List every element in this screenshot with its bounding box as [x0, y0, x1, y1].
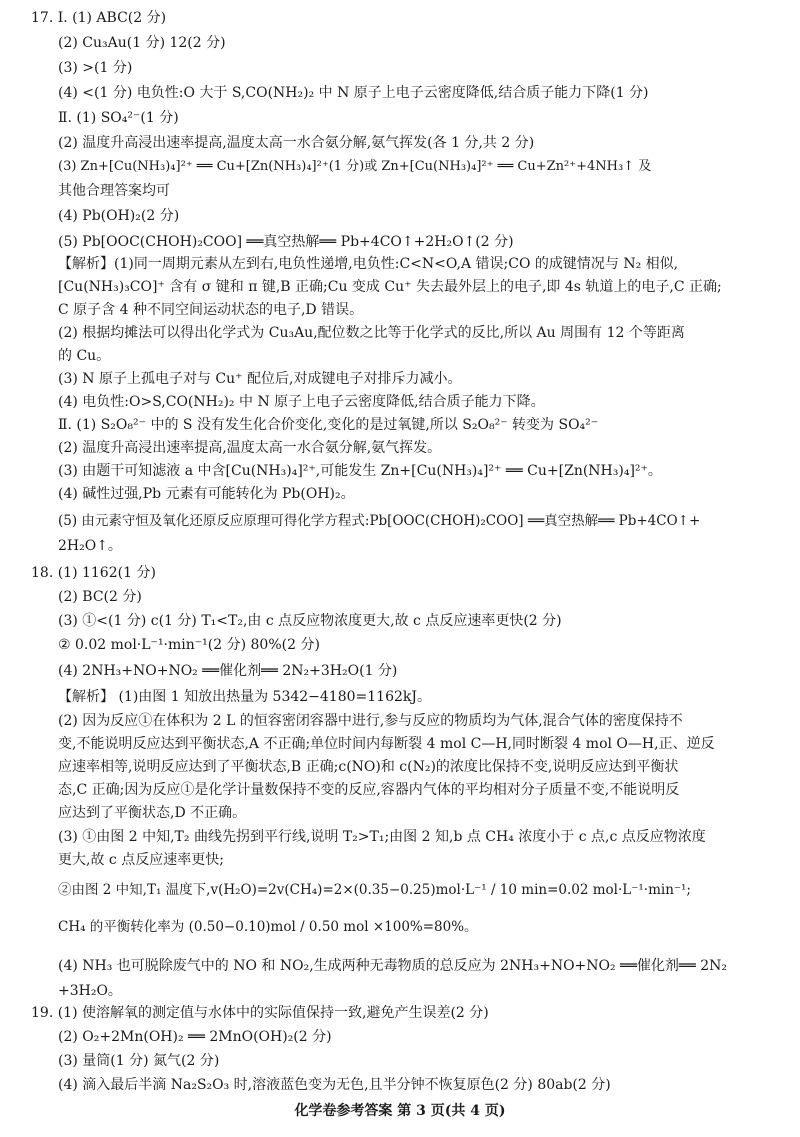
- q17-analysis-line: [Cu(NH₃)₃CO]⁺ 含有 σ 键和 π 键,B 正确;Cu 变成 Cu⁺ 失去最外层上的电子,即 4s 轨道上的电子,C 正确;: [58, 279, 722, 295]
- q17-2-3-answer: (3) Zn+[Cu(NH₃)₄]²⁺ ══ Cu+[Zn(NH₃)₄]²⁺(1 分)或 Zn+[Cu(NH₃)₄]²⁺ ══ Cu+Zn²⁺+4NH₃↑ 及: [58, 159, 652, 174]
- q17-analysis-line: 的 Cu。: [58, 348, 111, 364]
- q17-2-3-answer-cont: 其他合理答案均可: [58, 183, 170, 199]
- q17-1-3-answer: (3) >(1 分): [58, 60, 133, 76]
- q17-analysis-line: C 原子含 4 种不同空间运动状态的电子,D 错误。: [58, 302, 364, 318]
- page-footer: 化学卷参考答案 第 3 页(共 4 页): [294, 1103, 506, 1119]
- q18-header-line: 18. (1) 1162(1 分): [31, 565, 156, 581]
- q18-analysis-line: 更大,故 c 点反应速率更快;: [58, 852, 224, 868]
- q18-analysis-line: 应速率相等,说明反应达到了平衡状态,B 正确;c(NO)和 c(N₂)的浓度比保持不变,说明反应达到平衡状: [58, 759, 679, 775]
- q19-header-line: 19. (1) 使溶解氧的测定值与水体中的实际值保持一致,避免产生误差(2 分): [31, 1005, 489, 1021]
- q18-analysis-formula: ②由图 2 中知,T₁ 温度下,v(H₂O)=2v(CH₄)=2×(0.35−0.25)mol·L⁻¹ / 10 min=0.02 mol·L⁻¹·min⁻¹;: [58, 882, 691, 898]
- q19-4-answer: (4) 滴入最后半滴 Na₂S₂O₃ 时,溶液蓝色变为无色,且半分钟不恢复原色(2 分) 80ab(2 分): [58, 1077, 611, 1093]
- q17-1-4-answer: (4) <(1 分) 电负性:O 大于 S,CO(NH₂)₂ 中 N 原子上电子云密度降低,结合质子能力下降(1 分): [58, 85, 649, 101]
- q18-analysis-line: (3) ①由图 2 中知,T₂ 曲线先拐到平行线,说明 T₂>T₁;由图 2 知,b 点 CH₄ 浓度小于 c 点,c 点反应物浓度: [58, 829, 706, 845]
- q18-analysis-line: 应达到了平衡状态,D 不正确。: [58, 805, 247, 821]
- q17-2-5-answer: (5) Pb[OOC(CHOH)₂COO] ══真空热解══ Pb+4CO↑+2H₂O↑(2 分): [58, 234, 514, 250]
- q17-analysis-line: (3) N 原子上孤电子对与 Cu⁺ 配位后,对成键电子对排斥力减小。: [58, 371, 462, 387]
- q17-analysis-line: 【解析】(1)同一周期元素从左到右,电负性递增,电负性:C<N<O,A 错误;CO 的成键情况与 N₂ 相似,: [58, 256, 679, 272]
- q17-analysis-line: (2) 温度升高浸出速率提高,温度太高一水合氨分解,氨气挥发。: [58, 440, 442, 456]
- q18-2-answer: (2) BC(2 分): [58, 589, 142, 605]
- q17-2-1-answer: Ⅱ. (1) SO₄²⁻(1 分): [58, 110, 179, 126]
- q17-analysis-line: (5) 由元素守恒及氧化还原反应原理可得化学方程式:Pb[OOC(CHOH)₂COO] ══真空热解══ Pb+4CO↑+: [58, 513, 701, 529]
- q17-header-line: 17. Ⅰ. (1) ABC(2 分): [31, 10, 167, 26]
- q19-2-answer: (2) O₂+2Mn(OH)₂ ══ 2MnO(OH)₂(2 分): [58, 1029, 332, 1045]
- q18-analysis-line: 态,C 正确;因为反应①是化学计量数保持不变的反应,容器内气体的平均相对分子质量不变,不能说明反: [58, 782, 680, 798]
- q17-analysis-line: (2) 根据均摊法可以得出化学式为 Cu₃Au,配位数之比等于化学式的反比,所以 Au 周围有 12 个等距离: [58, 325, 685, 341]
- q18-analysis-line: (2) 因为反应①在体积为 2 L 的恒容密闭容器中进行,参与反应的物质均为气体,混合气体的密度保持不: [58, 713, 683, 729]
- q17-1-2-answer: (2) Cu₃Au(1 分) 12(2 分): [58, 35, 226, 51]
- q17-2-2-answer: (2) 温度升高浸出速率提高,温度太高一水合氨分解,氨气挥发(各 1 分,共 2 分): [58, 135, 535, 151]
- q19-3-answer: (3) 量筒(1 分) 氮气(2 分): [58, 1053, 220, 1069]
- q18-analysis-line: (4) NH₃ 也可脱除废气中的 NO 和 NO₂,生成两种无毒物质的总反应为 2NH₃+NO+NO₂ ══催化剂══ 2N₂: [58, 958, 728, 974]
- q17-analysis-line: (3) 由题干可知滤液 a 中含[Cu(NH₃)₄]²⁺,可能发生 Zn+[Cu(NH₃)₄]²⁺ ══ Cu+[Zn(NH₃)₄]²⁺。: [58, 463, 662, 479]
- q17-analysis-line: (4) 碱性过强,Pb 元素有可能转化为 Pb(OH)₂。: [58, 486, 355, 502]
- q18-3-answer-2: ② 0.02 mol·L⁻¹·min⁻¹(2 分) 80%(2 分): [58, 637, 320, 653]
- q17-analysis-line: (4) 电负性:O>S,CO(NH₂)₂ 中 N 原子上电子云密度降低,结合质子能力下降。: [58, 394, 545, 410]
- q18-analysis-line: 变,不能说明反应达到平衡状态,A 不正确;单位时间内每断裂 4 mol C—H,同时断裂 4 mol O—H,正、逆反: [58, 736, 715, 752]
- q18-analysis-line: 【解析】 (1)由图 1 知放出热量为 5342−4180=1162kJ。: [58, 689, 431, 705]
- q18-analysis-line: +3H₂O。: [58, 983, 122, 999]
- q18-4-answer: (4) 2NH₃+NO+NO₂ ══催化剂══ 2N₂+3H₂O(1 分): [58, 663, 398, 679]
- q17-2-4-answer: (4) Pb(OH)₂(2 分): [58, 208, 180, 224]
- q18-analysis-formula: CH₄ 的平衡转化率为 (0.50−0.10)mol / 0.50 mol ×100%=80%。: [58, 919, 478, 935]
- q17-analysis-line: 2H₂O↑。: [58, 538, 122, 554]
- q18-3-answer: (3) ①<(1 分) c(1 分) T₁<T₂,由 c 点反应物浓度更大,故 c 点反应速率更快(2 分): [58, 613, 562, 629]
- q17-analysis-line: Ⅱ. (1) S₂O₈²⁻ 中的 S 没有发生化合价变化,变化的是过氧键,所以 S₂O₈²⁻ 转变为 SO₄²⁻: [58, 417, 599, 433]
